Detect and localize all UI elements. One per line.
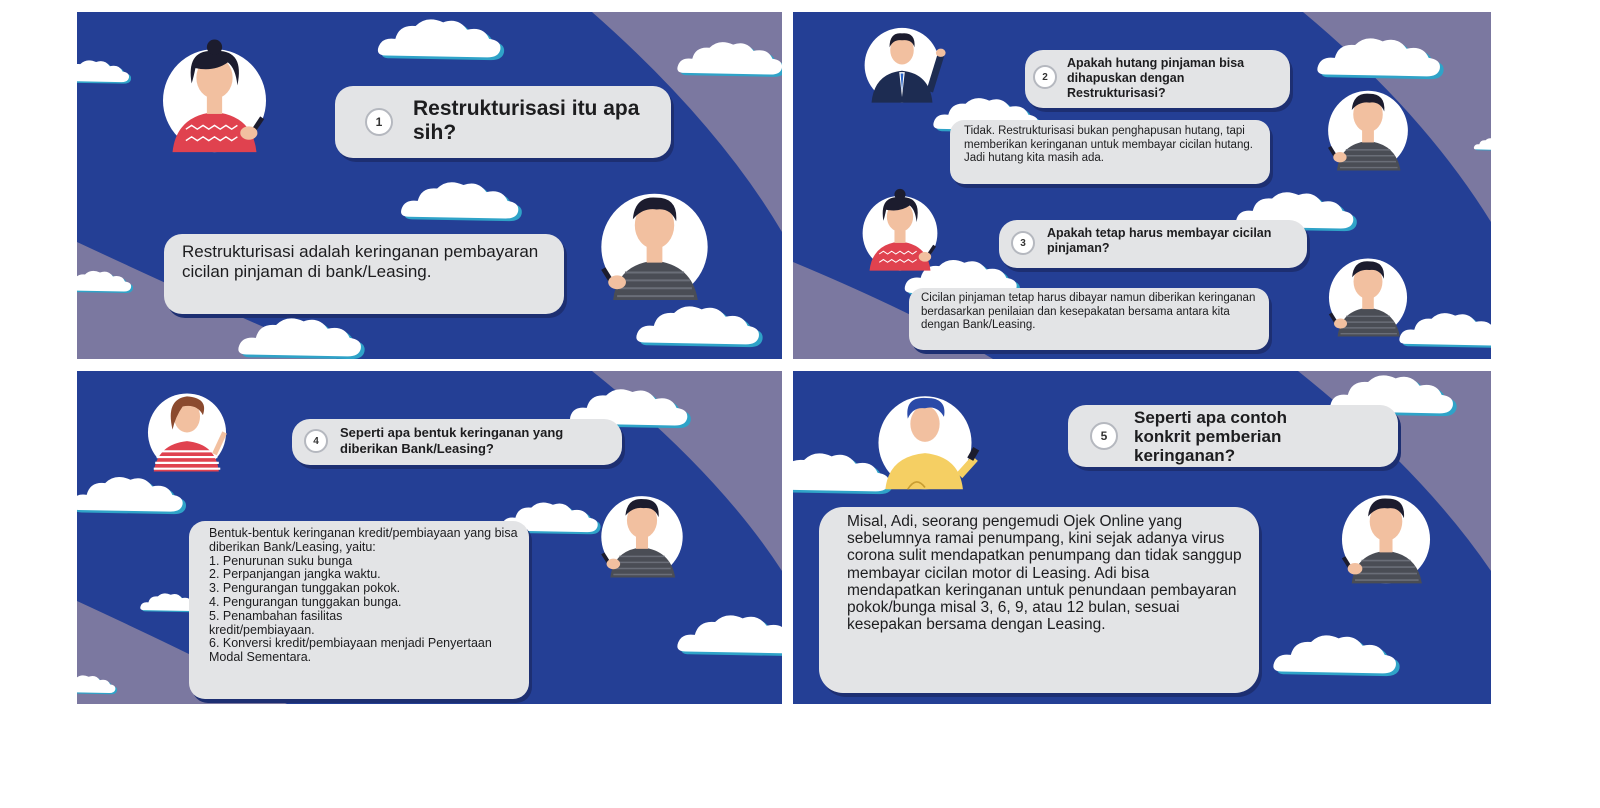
man-with-phone-illustration [587, 481, 697, 579]
question-bubble [1025, 50, 1290, 108]
answer-bubble [164, 234, 564, 314]
answer-text: Misal, Adi, seorang pengemudi Ojek Online yang sebelumnya ramai penumpang, kini sejak adanya virus corona sulit mendapatkan penumpang dan tidak sanggup membayar cicilan motor di Leasing. Adi bisa mendapatkan keringanan untuk penundaan pembayaran pokok/bunga misal 3, 6, 9, atau 12 bulan, sesuai kesepakan bersama dengan Leasing. [847, 513, 1242, 634]
question-bubble [999, 220, 1307, 268]
panel-2 [793, 12, 1491, 359]
cloud-icon [77, 264, 133, 298]
answer-bubble [819, 507, 1259, 693]
question-text: Restrukturisasi itu apa sih? [413, 97, 640, 144]
cloud-icon [673, 611, 782, 657]
list-item: 1. Penurunan suku bunga [209, 553, 353, 568]
man-with-phone-illustration [1321, 479, 1451, 585]
cloud-icon [1269, 631, 1401, 677]
cloud-icon [77, 54, 131, 88]
answer-bubble [950, 120, 1270, 184]
cloud-icon [1473, 130, 1491, 158]
cloud-icon [77, 473, 187, 515]
relief-list [209, 555, 525, 665]
question-number-badge: 1 [365, 108, 393, 136]
question-bubble [292, 419, 622, 465]
cloud-icon [675, 36, 782, 80]
question-number-badge: 4 [304, 429, 328, 453]
woman-with-phone-illustration [851, 182, 949, 272]
list-item: 5. Penambahan fasilitas kredit/pembiayaan. [209, 608, 343, 637]
answer-text: Cicilan pinjaman tetap harus dibayar namun diberikan keringanan berdasarkan penilaian dan kesepakatan bersama antara kita dengan Bank/Leasing. [921, 292, 1256, 331]
businessman-illustration [848, 14, 956, 104]
question-text: Seperti apa contoh konkrit pemberian keringanan? [1134, 408, 1288, 465]
woman-with-phone-illustration [127, 379, 247, 473]
answer-bubble [189, 521, 529, 699]
woman-with-phone-illustration [152, 30, 277, 154]
panel-4 [793, 371, 1491, 704]
cloud-icon [632, 302, 764, 348]
man-yellow-shirt-illustration [855, 379, 995, 491]
answer-text [209, 527, 525, 665]
cloud-icon [77, 669, 117, 699]
question-bubble [335, 86, 671, 158]
cloud-icon [1313, 34, 1445, 80]
cloud-icon [372, 15, 507, 61]
cloud-icon [235, 314, 365, 359]
question-number-badge: 2 [1033, 65, 1057, 89]
list-item: 2. Perpanjangan jangka waktu. [209, 567, 381, 582]
answer-bubble [909, 288, 1269, 350]
question-number-badge: 3 [1011, 231, 1035, 255]
question-bubble [1068, 405, 1398, 467]
question-text: Apakah tetap harus membayar cicilan pinjaman? [1047, 226, 1272, 255]
list-item: 3. Pengurangan tunggakan pokok. [209, 581, 401, 596]
list-item: 6. Konversi kredit/pembiayaan menjadi Penyertaan Modal Sementara. [209, 636, 492, 665]
answer-text: Restrukturisasi adalah keringanan pembayaran cicilan pinjaman di bank/Leasing. [182, 242, 539, 281]
question-text: Apakah hutang pinjaman bisa dihapuskan dengan Restrukturisasi? [1067, 56, 1245, 100]
man-with-phone-illustration [587, 174, 722, 302]
question-text: Seperti apa bentuk keringanan yang diberikan Bank/Leasing? [340, 425, 564, 456]
answer-text: Tidak. Restrukturisasi bukan penghapusan hutang, tapi memberikan keringanan untuk membayar cicilan hutang. Jadi hutang kita masih ada. [964, 125, 1253, 164]
panel-3 [77, 371, 782, 704]
cloud-icon [395, 178, 525, 222]
man-with-phone-illustration [1313, 244, 1423, 338]
man-with-phone-illustration [1313, 76, 1423, 172]
answer-intro: Bentuk-bentuk keringanan kredit/pembiayaan yang bisa diberikan Bank/Leasing, yaitu: [209, 526, 518, 554]
question-number-badge: 5 [1090, 422, 1118, 450]
panel-1 [77, 12, 782, 359]
list-item: 4. Pengurangan tunggakan bunga. [209, 594, 402, 609]
